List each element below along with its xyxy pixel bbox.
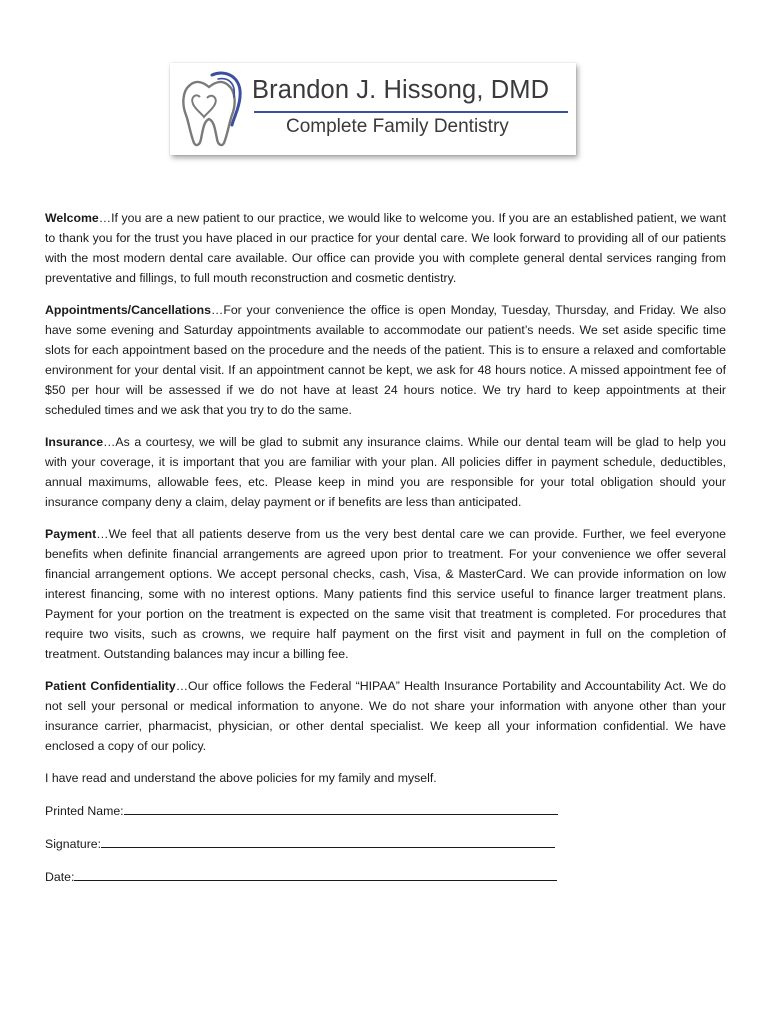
section-text: …As a courtesy, we will be glad to submit any insurance claims. While our dental team will be glad to help you with your coverage, it is important that you are familiar with your plan. All policies differ in payment schedule, deductibles, annual maximums, allowable fees, etc. Please keep in mind you are responsible for your total obligation should your insurance company deny a claim, delay payment or if benefits are less than anticipated. (45, 435, 726, 509)
welcome-section (45, 208, 726, 288)
section-text: …If you are a new patient to our practice, we would like to welcome you. If you are an established patient, we want to thank you for the trust you have placed in our practice for your dental care. We look forward to providing all of our patients with the most modern dental care available. Our office can provide you with complete general dental services ranging from preventative and fillings, to full mouth reconstruction and cosmetic dentistry. (45, 211, 726, 285)
signature-line[interactable] (101, 833, 555, 848)
policy-document (45, 208, 726, 899)
section-heading: Payment (45, 527, 97, 541)
signature-block (45, 800, 726, 886)
payment-section (45, 524, 726, 664)
practice-logo (170, 63, 576, 155)
appointments-section (45, 300, 726, 420)
signature-field[interactable] (45, 833, 726, 853)
insurance-section (45, 432, 726, 512)
practice-tagline: Complete Family Dentistry (286, 116, 509, 137)
section-heading: Welcome (45, 211, 99, 225)
printed-name-field[interactable] (45, 800, 726, 820)
section-heading: Insurance (45, 435, 104, 449)
section-text: …Our office follows the Federal “HIPAA” Health Insurance Portability and Accountability Act. We do not sell your personal or medical information to anyone. We do not share your information with anyone other than your insurance carrier, pharmacist, physician, or other dental specialist. We keep all your information confidential. We have enclosed a copy of our policy. (45, 679, 727, 753)
section-heading: Patient Confidentiality (45, 679, 176, 693)
logo-divider (254, 111, 568, 113)
printed-name-label: Printed Name: (45, 804, 124, 818)
date-line[interactable] (74, 866, 557, 881)
tooth-heart-icon (176, 67, 246, 151)
acknowledgement-statement: I have read and understand the above policies for my family and myself. (45, 771, 437, 785)
confidentiality-section (45, 676, 726, 756)
signature-label: Signature: (45, 837, 102, 851)
date-label: Date: (45, 870, 75, 884)
date-field[interactable] (45, 866, 726, 886)
section-text: …We feel that all patients deserve from us the very best dental care we can provide. Further, we feel everyone benefits when definite financial arrangements are agreed upon prior to treatment. For your convenience we offer several financial arrangement options. We accept personal checks, cash, Visa, & MasterCard. We can provide information on low interest financing, some with no interest options. Many patients find this service useful to finance larger treatment plans. Payment for your portion on the treatment is expected on the same visit that treatment is completed. For procedures that require two visits, such as crowns, we require half payment on the first visit and payment in full on the completion of treatment. Outstanding balances may incur a billing fee. (45, 527, 726, 661)
section-heading: Appointments/Cancellations (45, 303, 212, 317)
section-text: …For your convenience the office is open Monday, Tuesday, Thursday, and Friday. We also have some evening and Saturday appointments available to accommodate our patient’s needs. We set aside specific time slots for each appointment based on the procedure and the needs of the patient. This is to ensure a relaxed and comfortable environment for your dental visit. If an appointment cannot be kept, we ask for 48 hours notice. A missed appointment fee of $50 per hour will be assessed if we do not have at least 24 hours notice. We try hard to keep appointments at their scheduled times and we ask that you try to do the same. (45, 303, 726, 417)
practice-name: Brandon J. Hissong, DMD (252, 76, 550, 104)
printed-name-line[interactable] (124, 800, 558, 815)
